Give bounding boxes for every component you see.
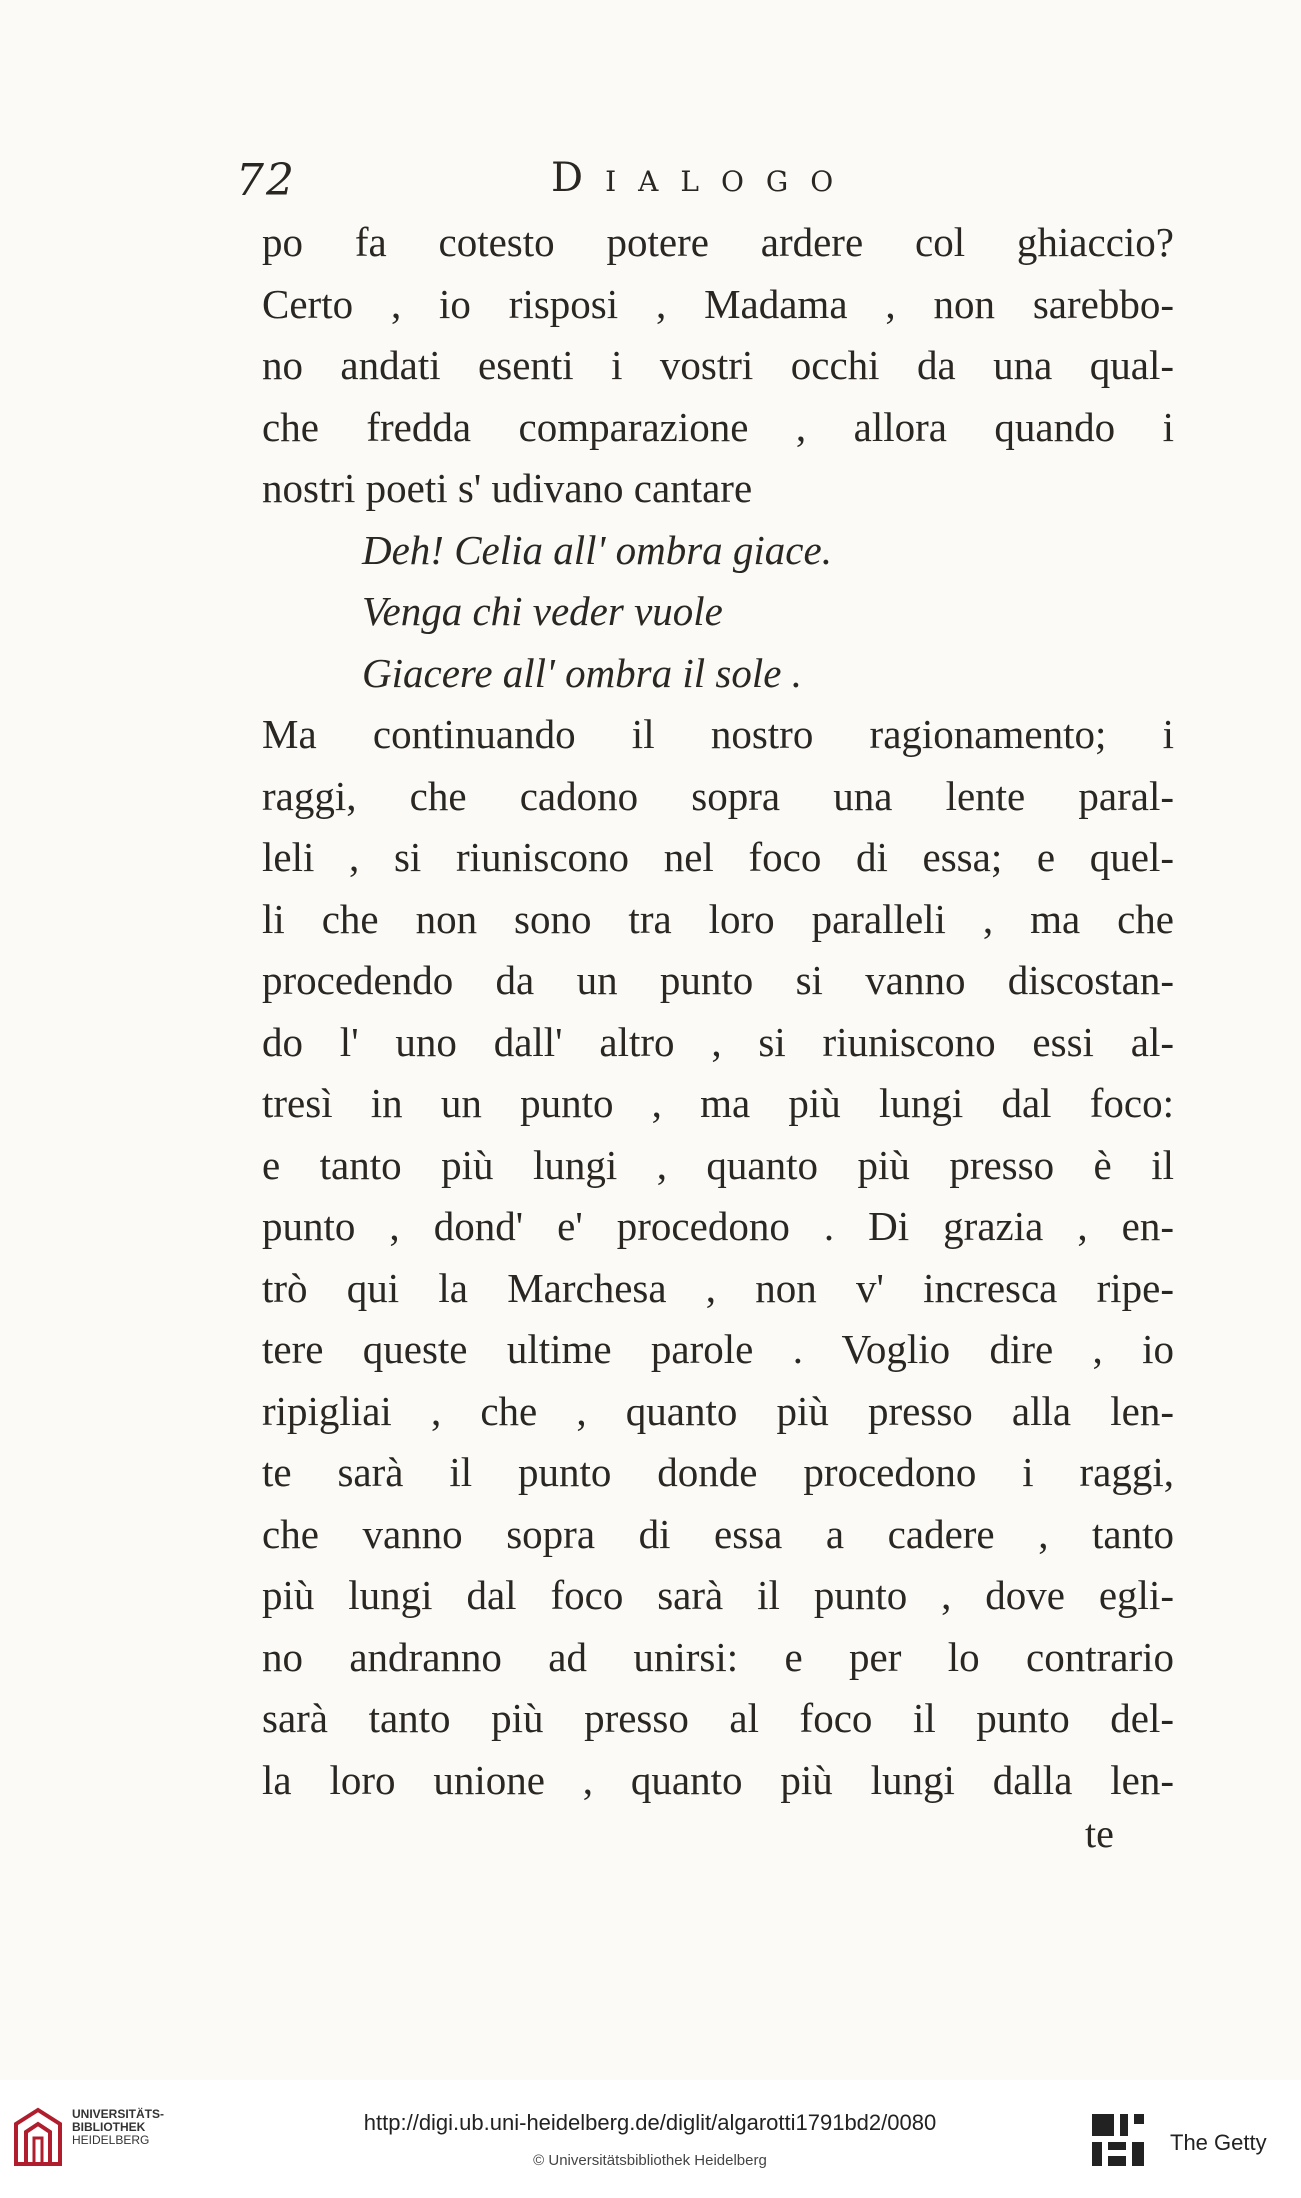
library-name: UNIVERSITÄTS- BIBLIOTHEK HEIDELBERG — [72, 2107, 165, 2147]
text-line: raggi, che cadono sopra una lente paral- — [262, 772, 1174, 819]
text-line: nostri poeti s' udivano cantare — [262, 465, 753, 511]
running-title: Dialogo — [551, 155, 856, 201]
text-line: leli , si riuniscono nel foco di essa; e quel- — [262, 834, 1174, 880]
heidelberg-library-logo-icon — [12, 2106, 64, 2168]
text-line: Ma continuando il nostro ragionamento; i — [262, 711, 1174, 757]
body-text — [262, 212, 1174, 1811]
text-line: tresì in un punto , ma più lungi dal foco: — [262, 1080, 1174, 1126]
text-line: li che non sono tra loro paralleli , ma che — [262, 895, 1174, 942]
verse-line: Giacere all' ombra il sole . — [362, 649, 802, 696]
text-line: sarà tanto più presso al foco il punto del- — [262, 1695, 1174, 1741]
text-line: e tanto più lungi , quanto più presso è il — [262, 1141, 1174, 1188]
text-line: Certo , io risposi , Madama , non sarebbo- — [262, 280, 1174, 327]
text-line: do l' uno dall' altro , si riuniscono essi al- — [262, 1018, 1174, 1065]
verse-line: Venga chi veder vuole — [362, 588, 723, 634]
page-number: 72 — [236, 155, 296, 206]
viewer-footer — [0, 2080, 1301, 2198]
copyright-notice: © Universitätsbibliothek Heidelberg — [533, 2152, 767, 2169]
verse-line: Deh! Celia all' ombra giace. — [362, 526, 832, 573]
text-line: no andranno ad unirsi: e per lo contrario — [262, 1633, 1174, 1680]
text-line: la loro unione , quanto più lungi dalla len- — [262, 1756, 1174, 1803]
text-line: punto , dond' e' procedono . Di grazia , en- — [262, 1203, 1174, 1249]
text-line: ripigliai , che , quanto più presso alla len- — [262, 1387, 1174, 1434]
text-line: no andati esenti i vostri occhi da una qual- — [262, 342, 1174, 388]
text-line: che vanno sopra di essa a cadere , tanto — [262, 1510, 1174, 1557]
text-line: più lungi dal foco sarà il punto , dove egli- — [262, 1572, 1174, 1618]
partner-name: The Getty — [1170, 2130, 1267, 2155]
text-line: tere queste ultime parole . Voglio dire , io — [262, 1326, 1174, 1372]
page-header — [236, 155, 1176, 215]
text-line: che fredda comparazione , allora quando i — [262, 403, 1174, 450]
permalink-url[interactable]: http://digi.ub.uni-heidelberg.de/diglit/algarotti1791bd2/0080 — [363, 2110, 937, 2135]
catchword: te — [1085, 1811, 1114, 1856]
getty-logo-icon — [1090, 2112, 1146, 2168]
text-line: procedendo da un punto si vanno discostan- — [262, 957, 1174, 1003]
text-line: trò qui la Marchesa , non v' incresca ripe- — [262, 1264, 1174, 1311]
text-line: te sarà il punto donde procedono i raggi, — [262, 1449, 1174, 1495]
text-line: po fa cotesto potere ardere col ghiaccio? — [262, 219, 1174, 265]
